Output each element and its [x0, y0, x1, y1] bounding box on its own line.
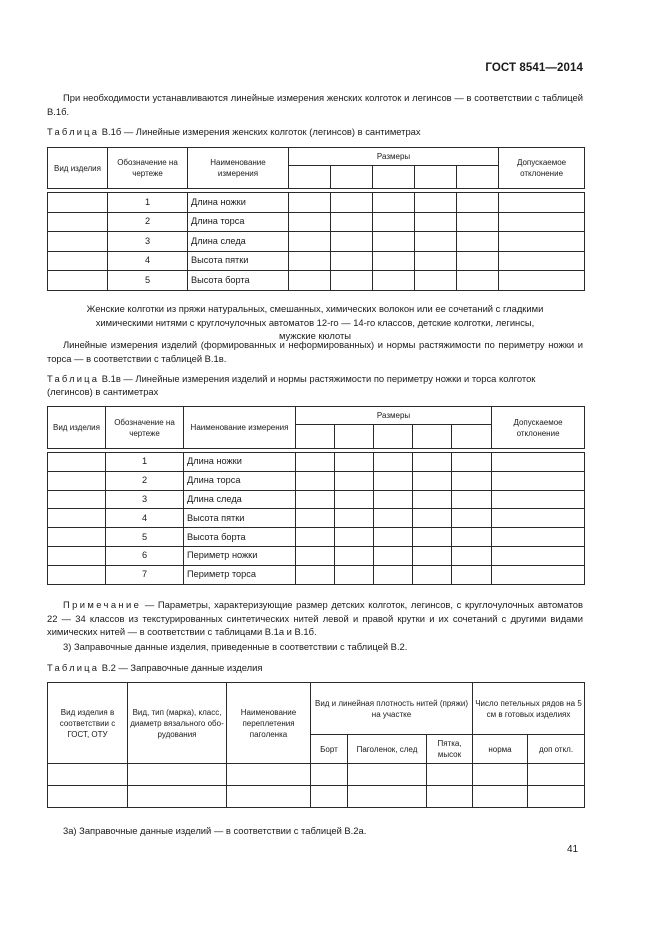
header-heel: Пятка, мысок: [427, 735, 473, 764]
cell: [457, 212, 499, 232]
intro-paragraph: При необходимости устанавливаются линейные измерения женских колготок и легинсов — в соответствии с таблицей В.1б.: [47, 92, 583, 117]
cell: [48, 453, 106, 472]
cell: [348, 764, 427, 786]
header-norm: норма: [473, 735, 528, 764]
header-loops: Число петельных рядов на 5 см в готовых изделиях: [473, 683, 585, 735]
row-number: 1: [106, 453, 184, 472]
cell: [296, 471, 335, 490]
row-name: Высота пятки: [184, 509, 296, 528]
cell: [335, 528, 374, 547]
row-name: Высота борта: [188, 271, 289, 291]
cell: [499, 193, 585, 213]
table-row: [48, 212, 585, 232]
cell: [296, 528, 335, 547]
cell: [492, 453, 585, 472]
cell: [415, 232, 457, 252]
row-number: 7: [106, 565, 184, 584]
cell: [374, 509, 413, 528]
cell: [415, 212, 457, 232]
cell: [374, 528, 413, 547]
table-row: [48, 786, 585, 808]
cell: [499, 232, 585, 252]
header-sizes: Размеры: [296, 407, 492, 425]
cell: [296, 546, 335, 565]
cell: [48, 490, 106, 509]
cell: [331, 212, 373, 232]
cell: [499, 212, 585, 232]
size-cell: [289, 166, 331, 189]
row-name: Периметр ножки: [184, 546, 296, 565]
table-row: [48, 528, 585, 547]
cell: [373, 251, 415, 271]
table-row: [48, 509, 585, 528]
cell: [473, 786, 528, 808]
item-3-paragraph: 3) Заправочные данные изделия, приведенные в соответствии с таблицей В.2.: [63, 641, 408, 652]
table-row: [48, 471, 585, 490]
row-name: Длина ножки: [188, 193, 289, 213]
size-cell: [452, 425, 492, 449]
cell: [373, 193, 415, 213]
table-row: [48, 565, 585, 584]
row-number: 2: [108, 212, 188, 232]
header-welt: Борт: [311, 735, 348, 764]
cell: [311, 786, 348, 808]
table-row: [48, 232, 585, 252]
cell: [413, 490, 452, 509]
cell: [457, 251, 499, 271]
cell: [331, 193, 373, 213]
cell: [492, 528, 585, 547]
cell: [373, 232, 415, 252]
cell: [452, 565, 492, 584]
cell: [331, 271, 373, 291]
header-weave: Наименование переплетения паголенка: [227, 683, 311, 764]
table-row: [48, 490, 585, 509]
cell: [457, 271, 499, 291]
table-b1v-caption: [47, 372, 583, 398]
cell: [289, 271, 331, 291]
cell: [452, 509, 492, 528]
row-number: 4: [108, 251, 188, 271]
header-dev: доп откл.: [528, 735, 585, 764]
header-type: Вид изделия: [48, 148, 108, 189]
header-tolerance: Допускаемое отклонение: [499, 148, 585, 189]
table-row: [48, 546, 585, 565]
header-name: Наименование измерения: [184, 407, 296, 449]
row-name: Длина следа: [184, 490, 296, 509]
header-leg-toe: Паголенок, след: [348, 735, 427, 764]
section-title: [47, 302, 583, 343]
row-number: 5: [108, 271, 188, 291]
caption-text: В.2 — Заправочные данные изделия: [99, 662, 263, 673]
cell: [335, 565, 374, 584]
cell: [48, 193, 108, 213]
row-name: Длина торса: [184, 471, 296, 490]
cell: [335, 546, 374, 565]
row-name: Высота пятки: [188, 251, 289, 271]
standard-header: ГОСТ 8541—2014: [485, 62, 583, 74]
cell: [48, 509, 106, 528]
table-b1b-caption: [47, 125, 583, 138]
cell: [492, 471, 585, 490]
cell: [48, 786, 128, 808]
header-type: Вид изделия в соответствии с ГОСТ, ОТУ: [48, 683, 128, 764]
cell: [413, 528, 452, 547]
header-tolerance: Допускаемое отклонение: [492, 407, 585, 449]
header-designation: Обозначение на чертеже: [106, 407, 184, 449]
cell: [48, 471, 106, 490]
size-cell: [335, 425, 374, 449]
size-cell: [374, 425, 413, 449]
cell: [452, 490, 492, 509]
cell: [335, 509, 374, 528]
cell: [348, 786, 427, 808]
table-row: [48, 271, 585, 291]
cell: [48, 212, 108, 232]
cell: [289, 193, 331, 213]
row-number: 1: [108, 193, 188, 213]
row-number: 6: [106, 546, 184, 565]
size-cell: [331, 166, 373, 189]
cell: [227, 786, 311, 808]
page-number: 41: [567, 844, 579, 855]
cell: [452, 528, 492, 547]
header-designation: Обозначение на чертеже: [108, 148, 188, 189]
section-title-line: Женские колготки из пряжи натуральных, смешанных, химических волокон или ее сочетаний с гладкими: [86, 303, 544, 314]
cell: [335, 453, 374, 472]
cell: [227, 764, 311, 786]
row-name: Длина ножки: [184, 453, 296, 472]
cell: [374, 565, 413, 584]
cell: [413, 471, 452, 490]
table-b1b: [47, 147, 585, 291]
cell: [311, 764, 348, 786]
cell: [413, 546, 452, 565]
cell: [413, 509, 452, 528]
table-b2-caption: [47, 661, 583, 674]
size-cell: [413, 425, 452, 449]
cell: [48, 565, 106, 584]
header-name: Наименование измерения: [188, 148, 289, 189]
cell: [335, 471, 374, 490]
cell: [492, 565, 585, 584]
row-number: 3: [108, 232, 188, 252]
cell: [289, 212, 331, 232]
cell: [48, 271, 108, 291]
table-row: [48, 453, 585, 472]
cell: [415, 251, 457, 271]
table-b1v: [47, 406, 585, 585]
size-cell: [373, 166, 415, 189]
table-b2: [47, 682, 585, 808]
cell: [413, 453, 452, 472]
cell: [492, 509, 585, 528]
caption-word: Таблица: [47, 662, 100, 673]
cell: [296, 453, 335, 472]
cell: [452, 453, 492, 472]
cell: [374, 546, 413, 565]
caption-word: Таблица: [47, 126, 100, 137]
cell: [296, 509, 335, 528]
cell: [528, 764, 585, 786]
row-number: 5: [106, 528, 184, 547]
cell: [528, 786, 585, 808]
cell: [48, 764, 128, 786]
table-row: [48, 251, 585, 271]
cell: [289, 232, 331, 252]
cell: [296, 490, 335, 509]
cell: [374, 471, 413, 490]
section-title-line: мужские кюлоты: [278, 330, 351, 341]
cell: [473, 764, 528, 786]
caption-word: Таблица: [47, 373, 100, 384]
cell: [128, 786, 227, 808]
cell: [415, 193, 457, 213]
row-name: Периметр торса: [184, 565, 296, 584]
cell: [373, 212, 415, 232]
cell: [499, 251, 585, 271]
cell: [373, 271, 415, 291]
cell: [499, 271, 585, 291]
cell: [128, 764, 227, 786]
cell: [427, 786, 473, 808]
row-name: Длина торса: [188, 212, 289, 232]
cell: [296, 565, 335, 584]
cell: [335, 490, 374, 509]
cell: [492, 490, 585, 509]
cell: [415, 271, 457, 291]
size-cell: [457, 166, 499, 189]
cell: [374, 453, 413, 472]
cell: [331, 232, 373, 252]
cell: [452, 471, 492, 490]
row-number: 2: [106, 471, 184, 490]
size-cell: [415, 166, 457, 189]
cell: [48, 232, 108, 252]
row-name: Высота борта: [184, 528, 296, 547]
header-yarn: Вид и линейная плотность нитей (пряжи) на участке: [311, 683, 473, 735]
cell: [492, 546, 585, 565]
cell: [48, 251, 108, 271]
section-paragraph: Линейные измерения изделий (формированных и неформированных) и нормы растяжимости по периметру ножки и торса — в соответствии с таблицей В.1в.: [47, 339, 583, 364]
cell: [374, 490, 413, 509]
note-text: — Параметры, характеризующие размер детских колготок, легинсов, с круглочулочных автоматов 22 — 34 классов из текстурированных синтетических нитей левой и правой крутки и их сочетаний с другими видами химических нитей — в соответствии с таблицами В.1а и В.1б.: [47, 599, 583, 637]
cell: [452, 546, 492, 565]
table-row: [48, 764, 585, 786]
size-cell: [296, 425, 335, 449]
header-machine: Вид, тип (марка), класс, диаметр вязального обо-рудования: [128, 683, 227, 764]
caption-text: В.1б — Линейные измерения женских колготок (легинсов) в сантиметрах: [99, 126, 421, 137]
table-row: [48, 193, 585, 213]
cell: [48, 528, 106, 547]
section-title-line: химическими нитями с круглочулочных автоматов 12-го — 14-го классов, детские колготки, легинсы,: [95, 316, 535, 328]
note-word: Примечание: [63, 599, 142, 610]
caption-text: В.1в — Линейные измерения изделий и нормы растяжимости по периметру ножки и торса колготок (легинсов) в сантиметрах: [47, 373, 536, 397]
row-number: 4: [106, 509, 184, 528]
cell: [289, 251, 331, 271]
cell: [48, 546, 106, 565]
row-number: 3: [106, 490, 184, 509]
cell: [331, 251, 373, 271]
cell: [457, 232, 499, 252]
header-sizes: Размеры: [289, 148, 499, 166]
cell: [427, 764, 473, 786]
cell: [457, 193, 499, 213]
cell: [413, 565, 452, 584]
header-type: Вид изделия: [48, 407, 106, 449]
item-3a-paragraph: 3а) Заправочные данные изделий — в соответствии с таблицей В.2а.: [63, 825, 367, 836]
row-name: Длина следа: [188, 232, 289, 252]
note-paragraph: [47, 598, 583, 639]
